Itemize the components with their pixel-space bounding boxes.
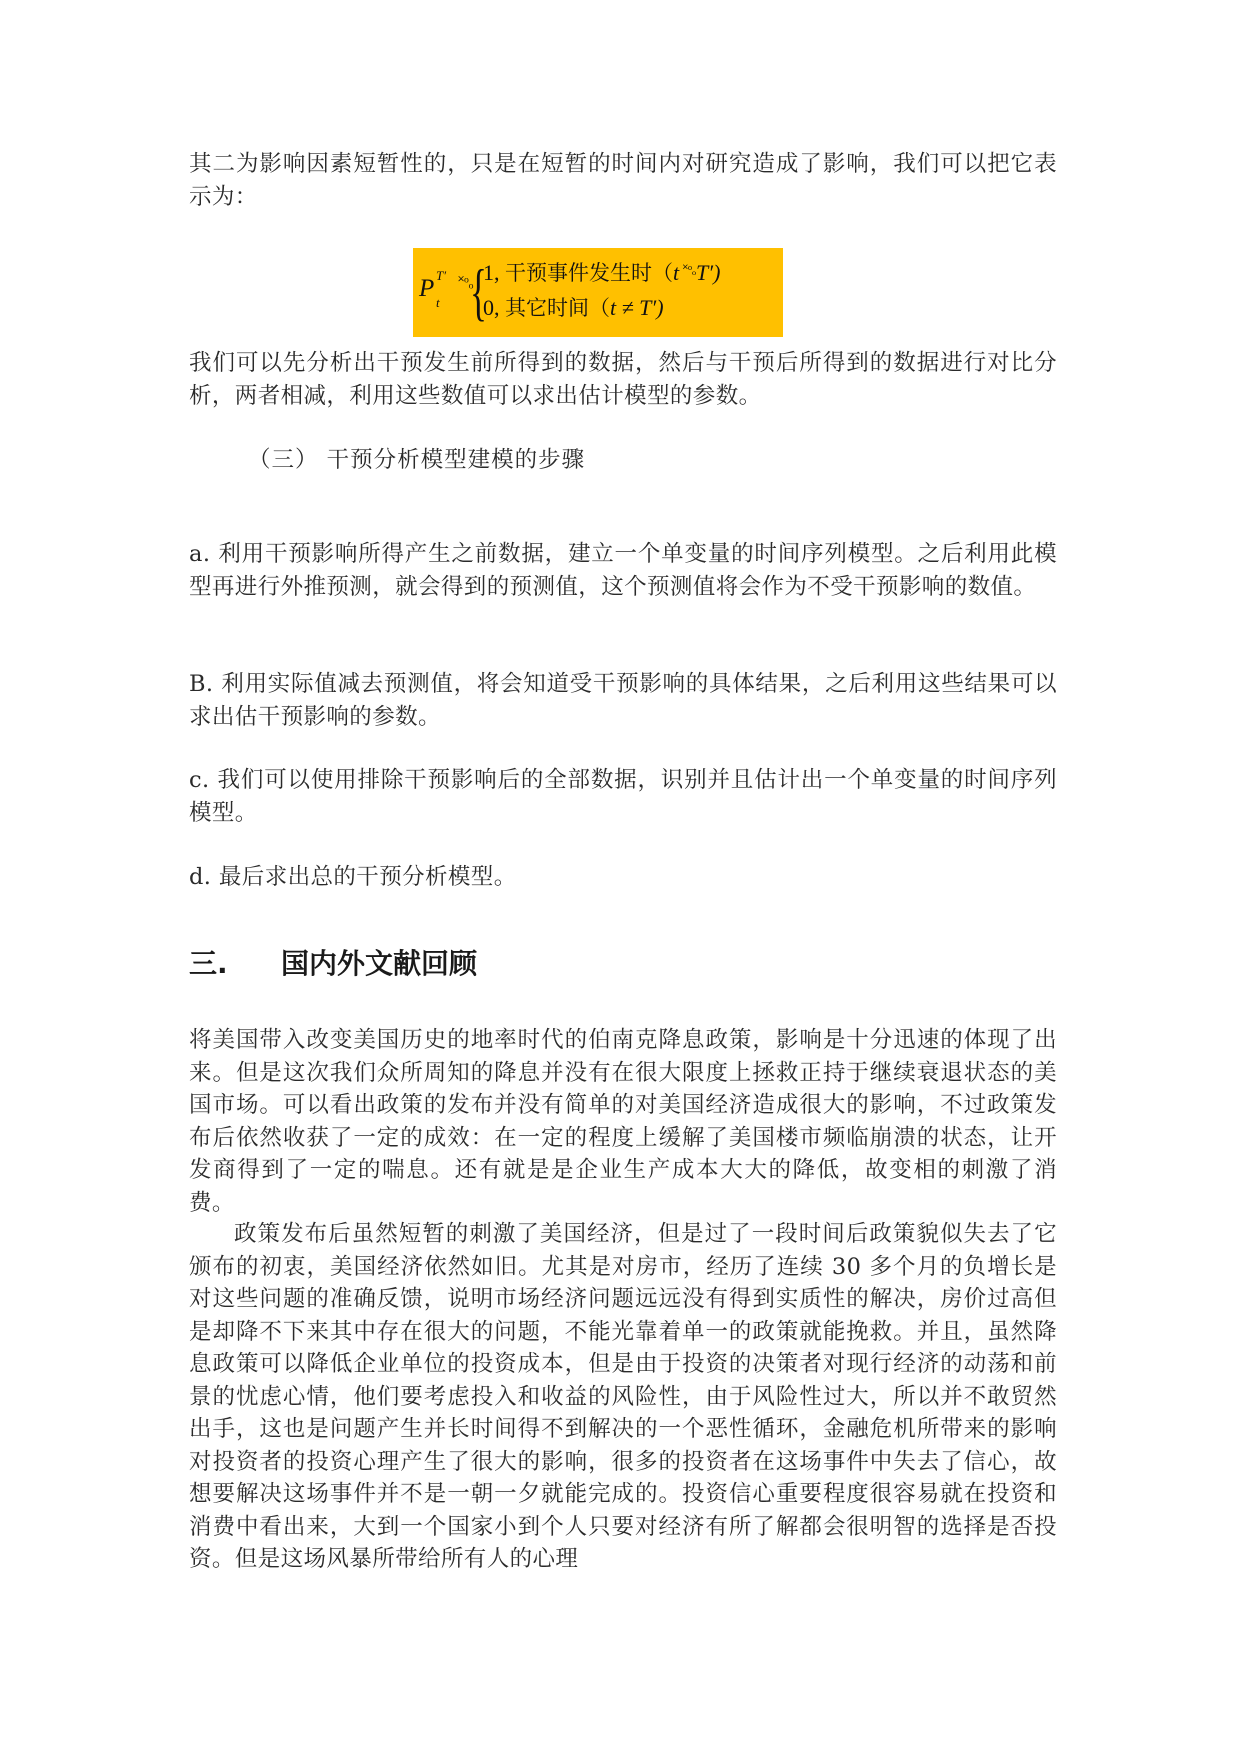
paragraph-analysis: 我们可以先分析出干预发生前所得到的数据，然后与干预后所得到的数据进行对比分析，两者相减，利用这些数值可以求出估计模型的参数。 (189, 350, 1057, 409)
formula-equals-glyph: ˟ᵒₒ (458, 274, 474, 291)
formula-case-1-op: ˟ᵒₒ (679, 263, 697, 278)
formula-case-2-text: 其它时间（ (505, 296, 610, 320)
step-c: c. 我们可以使用排除干预影响后的全部数据，识别并且估计出一个单变量的时间序列模型。 (189, 767, 1057, 826)
formula-superscript: T′ (436, 268, 447, 283)
step-a: a. 利用干预影响所得产生之前数据，建立一个单变量的时间序列模型。之后利用此模型再进行外推预测，就会得到的预测值，这个预测值将会作为不受干预影响的数值。 (189, 541, 1057, 600)
step-d: d. 最后求出总的干预分析模型。 (189, 864, 517, 890)
formula-brace: { (470, 256, 487, 327)
formula-case-1 (483, 257, 720, 287)
formula-case-1-text: 干预事件发生时（ (505, 261, 673, 285)
formula-case-2-value: 0, (483, 295, 500, 320)
paragraph-intro: 其二为影响因素短暂性的，只是在短暂的时间内对研究造成了影响，我们可以把它表示为： (189, 151, 1057, 210)
paragraph-literature-1: 将美国带入改变美国历史的地率时代的伯南克降息政策，影响是十分迅速的体现了出来。但是这次我们众所周知的降息并没有在很大限度上拯救正持于继续衰退状态的美国市场。可以看出政策的发布并没有简单的对美国经济造成很大的影响，不过政策发布后依然收获了一定的成效：在一定的程度上缓解了美国楼市频临崩溃的状态，让开发商得到了一定的喘息。还有就是是企业生产成本大大的降低，故变相的刺激了消费。 (189, 1027, 1057, 1216)
formula-case-1-rhs: T′) (696, 260, 721, 285)
formula-case-1-var: t (673, 260, 680, 285)
formula-case-2-cond: t ≠ T′) (610, 295, 664, 320)
formula-case-2 (483, 292, 664, 322)
step-b: B. 利用实际值减去预测值，将会知道受干预影响的具体结果，之后利用这些结果可以求出估干预影响的参数。 (189, 671, 1057, 730)
formula-subscript: t (436, 295, 440, 310)
subheading-steps: （三） 干预分析模型建模的步骤 (248, 447, 586, 473)
formula-case-1-value: 1, (483, 260, 500, 285)
section-title-text: 国内外文献回顾 (281, 947, 478, 980)
formula-lhs: P (419, 275, 435, 302)
paragraph-literature-2: 政策发布后虽然短暂的刺激了美国经济，但是过了一段时间后政策貌似失去了它颁布的初衷，美国经济依然如旧。尤其是对房市，经历了连续 30 多个月的负增长是对这些问题的准确反馈，说明市场经济问题远远没有得到实质性的解决，房价过高但是却降不下来其中存在很大的问题，不能光靠着单一的政策就能挽救。并且，虽然降息政策可以降低企业单位的投资成本，但是由于投资的决策者对现行经济的动荡和前景的忧虑心情，他们要考虑投入和收益的风险性，由于风险性过大，所以并不敢贸然出手，这也是问题产生并长时间得不到解决的一个恶性循环，金融危机所带来的影响对投资者的投资心理产生了很大的影响，很多的投资者在这场事件中失去了信心，故想要解决这场事件并不是一朝一夕就能完成的。投资信心重要程度很容易就在投资和消费中看出来，大到一个国家小到个人只要对经济有所了解都会很明智的选择是否投资。但是这场风暴所带给所有人的心理 (189, 1221, 1057, 1572)
section-number: 三. (189, 947, 228, 980)
section-heading (189, 942, 477, 982)
piecewise-formula (413, 248, 783, 337)
